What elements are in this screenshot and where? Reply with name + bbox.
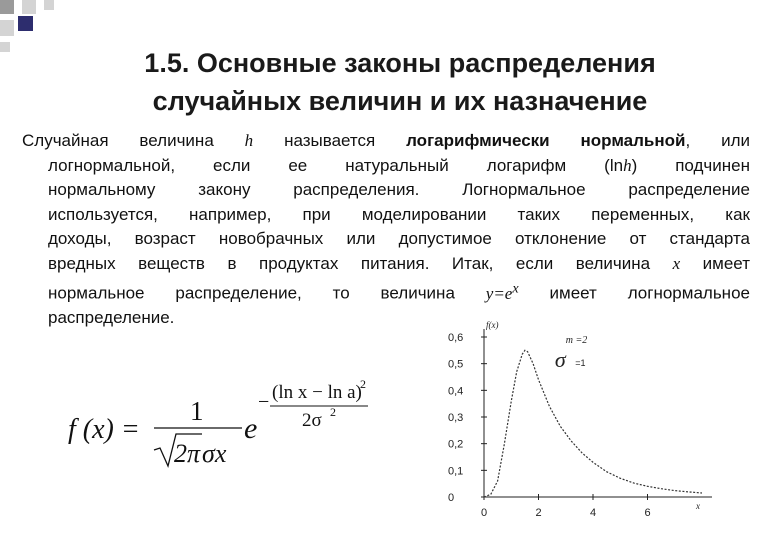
x-tick-label: 2: [535, 507, 542, 519]
y-tick-label: 0,2: [448, 438, 464, 451]
text-run: ) подчинен: [631, 155, 750, 175]
text-run: Случайная величина: [22, 131, 214, 150]
formula-denominator-tail: σx: [202, 439, 227, 468]
y-tick-label: 0,4: [448, 385, 464, 398]
deco-square: [0, 20, 14, 36]
x-tick-label: 4: [590, 507, 597, 519]
paragraph-line: [22, 154, 750, 179]
annotation-sigma-symbol: σ: [554, 347, 566, 372]
formula-exp-numerator: (ln x − ln a): [272, 382, 362, 403]
formula-lhs: f (x) =: [68, 414, 140, 445]
x-tick-label: 0: [481, 507, 488, 519]
deco-square: [0, 42, 10, 52]
formula-exp-sign: −: [258, 391, 270, 413]
text-run: нормальное распределение, то величина: [48, 283, 455, 303]
paragraph-line: используется, например, при моделировании таких переменных, как: [48, 204, 750, 224]
y-tick-label: 0,3: [448, 412, 464, 424]
paragraph-line: [22, 129, 750, 154]
title-line-2: случайных величин и их назначение: [152, 86, 648, 116]
axes: [481, 329, 712, 500]
title-line-1: 1.5. Основные законы распределения: [144, 48, 656, 78]
paragraph-line: [22, 276, 750, 306]
y-axis-label: f(x): [486, 320, 499, 330]
text-run: вредных веществ в продуктах питания. Итак, если величина: [48, 253, 651, 273]
formula-exp-den-power: 2: [330, 405, 336, 419]
deco-square: [22, 0, 36, 14]
y-tick-label: 0,1: [448, 465, 464, 478]
annotation-sigma-value: =1: [575, 358, 586, 368]
density-formula: [62, 370, 382, 480]
paragraph-line: распределение.: [48, 308, 175, 328]
variable: x: [672, 253, 681, 273]
slide-title: [60, 44, 740, 120]
paragraph-line: [22, 252, 750, 277]
paragraph-line: доходы, возраст новобрачных или допустимое отклонение от стандарта: [48, 229, 750, 248]
variable: h: [623, 155, 632, 175]
annotation-m: m =2: [565, 335, 588, 346]
y-tick-label: 0,5: [448, 358, 464, 371]
text-run: логнормальной, если ее натуральный логарифм (ln: [48, 155, 624, 175]
text-run: называется: [284, 131, 376, 150]
y-tick-label: 0: [448, 492, 455, 504]
formula-numerator: 1: [190, 396, 204, 426]
density-curve: [484, 350, 702, 497]
text-run: , или: [685, 131, 750, 150]
formula-exp-base: e: [244, 412, 258, 445]
text-run: имеет: [702, 253, 750, 273]
text-run: имеет логнормальное: [549, 283, 750, 303]
x-axis-label: x: [696, 501, 700, 511]
body-paragraph: [22, 129, 750, 331]
variable-exponent: x: [512, 280, 519, 296]
deco-square: [0, 0, 14, 14]
formula-exp-num-power: 2: [360, 377, 366, 391]
density-curve-layer: [484, 350, 702, 497]
formula-exp-denominator: 2σ: [302, 410, 322, 431]
variable: h: [244, 131, 254, 150]
y-tick-label: 0,6: [448, 332, 464, 344]
x-tick-label: 6: [644, 507, 651, 519]
deco-square: [18, 16, 33, 31]
bold-term: логарифмически нормальной: [406, 131, 686, 150]
variable: [485, 280, 519, 303]
formula-denominator-root: 2π: [174, 439, 201, 468]
lognormal-density-chart: [440, 315, 730, 530]
variable-base: y=e: [485, 283, 513, 303]
paragraph-line: нормальному закону распределения. Логнормальное распределение: [48, 180, 750, 199]
deco-square: [44, 0, 54, 10]
